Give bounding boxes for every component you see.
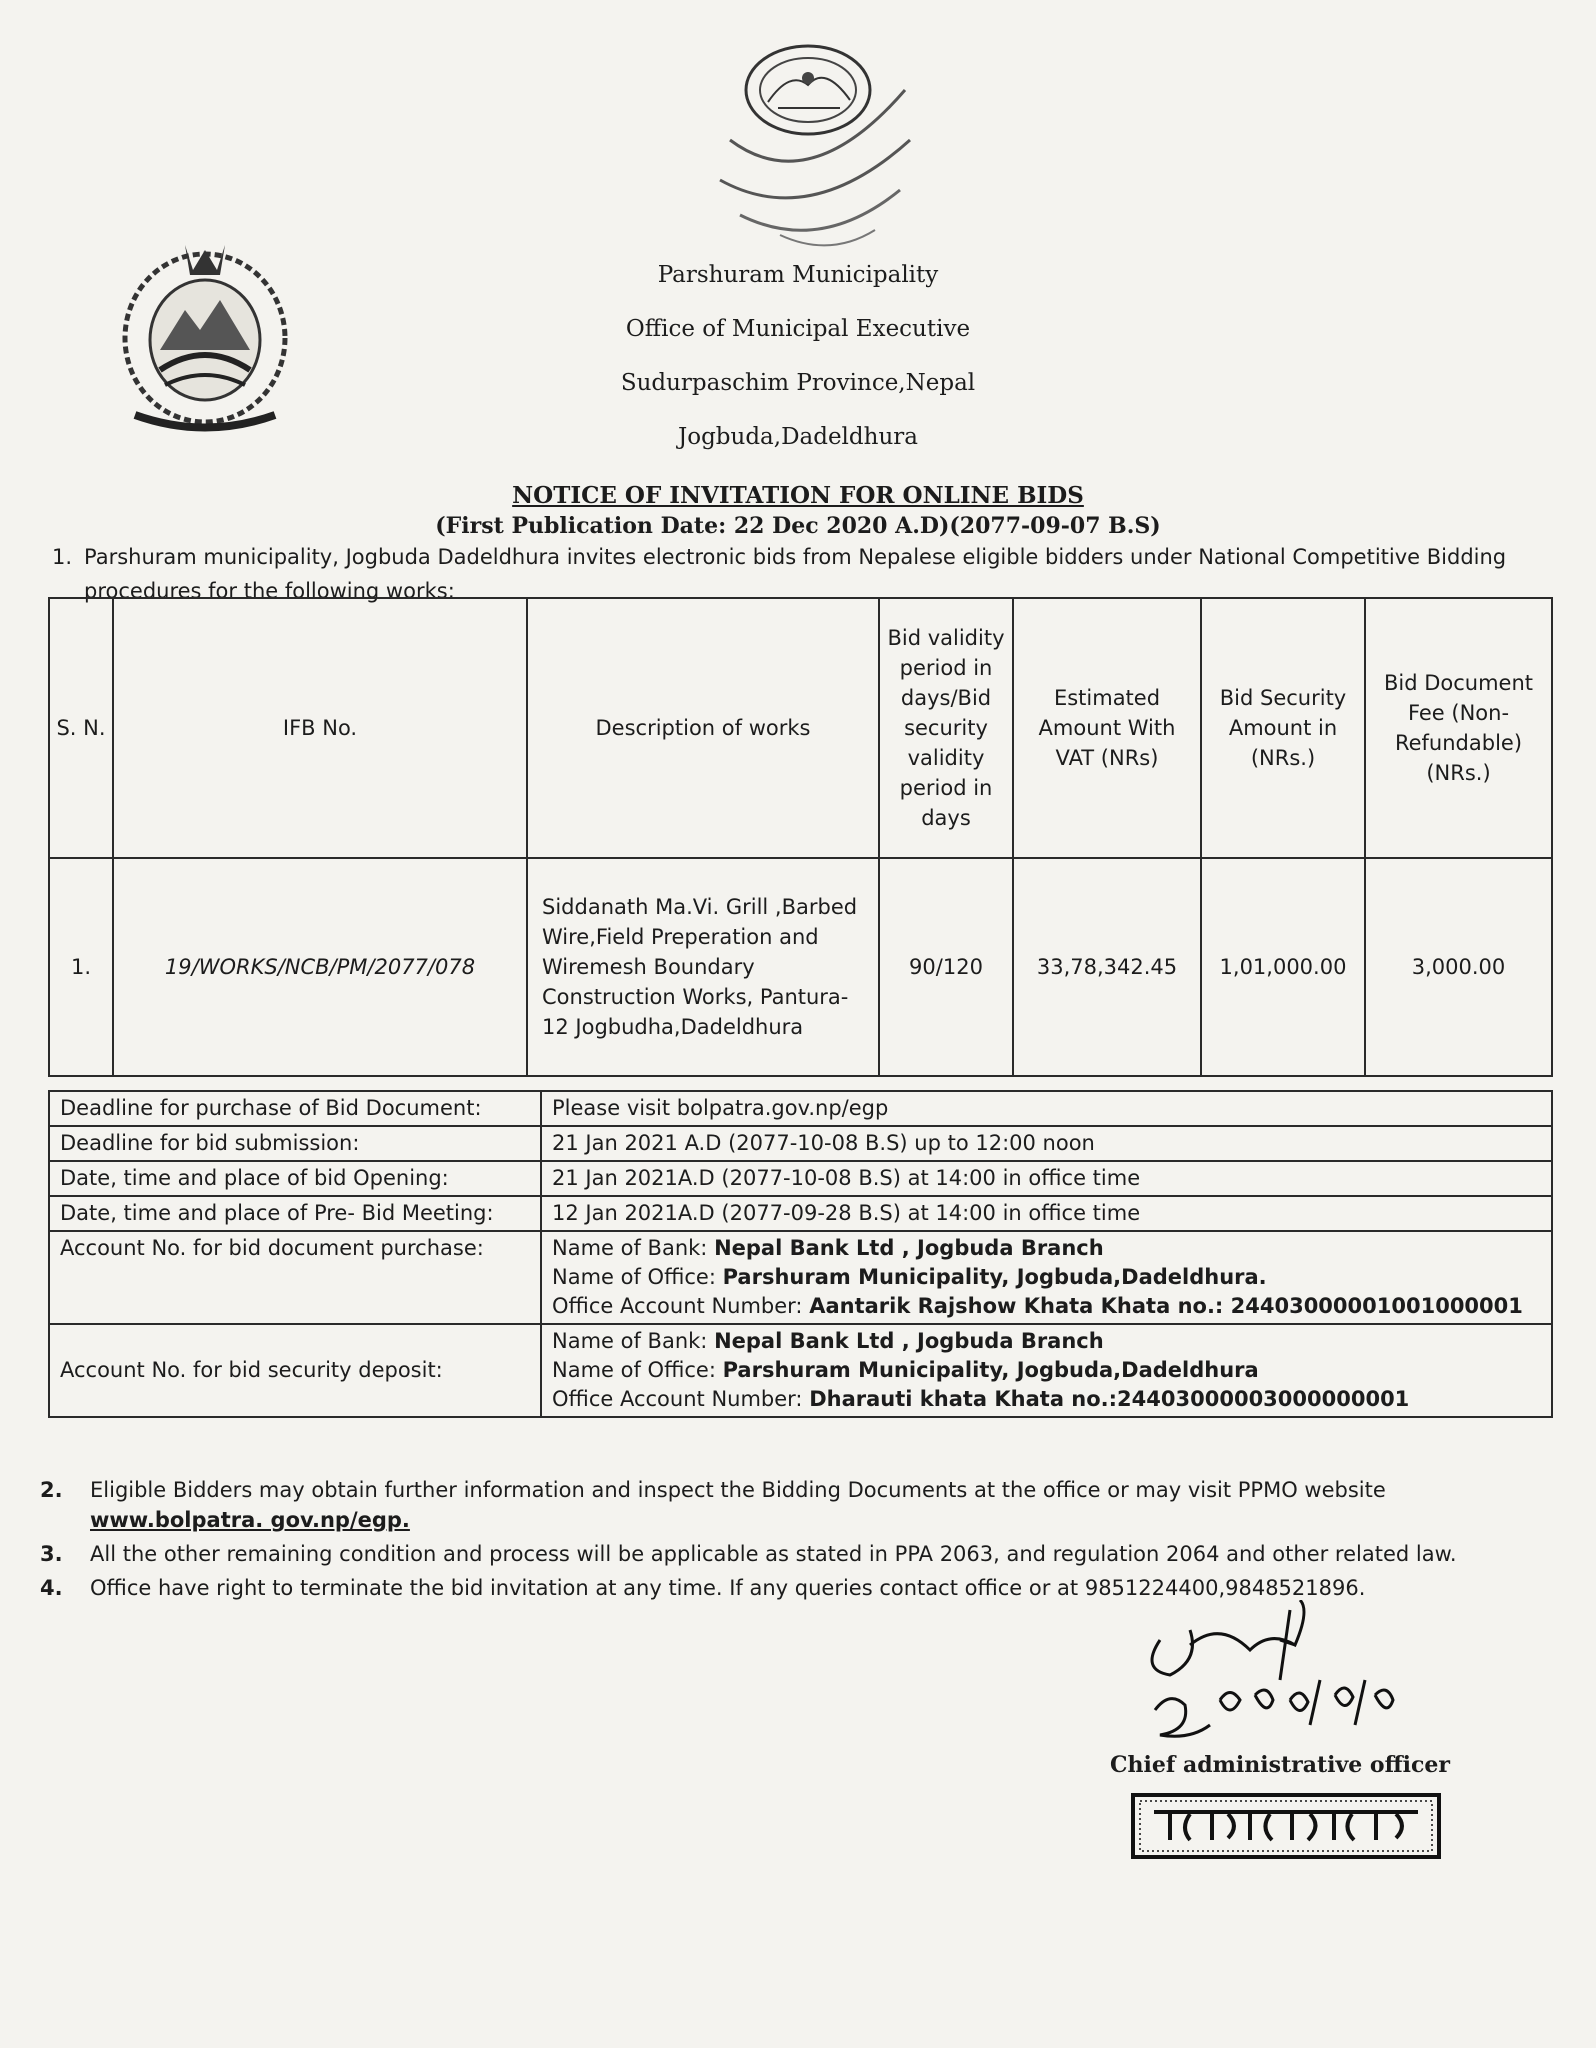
doc-account-value: Aantarik Rajshow Khata Khata no.: 24403000001001000001 [809,1294,1523,1318]
row-sn: 1. [49,858,113,1076]
note-3-text: All the other remaining condition and process will be applicable as stated in PPA 2063, and regulation 2064 and other related law. [90,1542,1457,1566]
submission-label: Deadline for bid submission: [49,1126,541,1161]
publication-date: (First Publication Date: 22 Dec 2020 A.D)(2077-09-07 B.S) [435,513,1161,539]
row-validity: 90/120 [879,858,1013,1076]
sec-bank-key: Name of Bank: [552,1329,708,1353]
note-2-text: Eligible Bidders may obtain further information and inspect the Bidding Documents at the office or may visit PPMO website [90,1478,1386,1502]
sec-account-value: Dharauti khata Khata no.:24403000003000000001 [809,1387,1410,1411]
officer-title: Chief administrative officer [1109,1752,1451,1778]
office-name: Office of Municipal Executive [625,316,971,342]
opening-label: Date, time and place of bid Opening: [49,1161,541,1196]
prebid-label: Date, time and place of Pre- Bid Meeting: [49,1196,541,1231]
bid-info-table [48,1090,1553,1418]
doc-account-label: Account No. for bid document purchase: [49,1231,541,1324]
table-row [49,858,1552,1076]
row-ifb: 19/WORKS/NCB/PM/2077/078 [113,858,527,1076]
bids-table [48,597,1553,1077]
purchase-label: Deadline for purchase of Bid Document: [49,1091,541,1126]
info-row-doc-account [49,1231,1552,1324]
note-4-text: Office have right to terminate the bid invitation at any time. If any queries contact office or at 9851224400,9848521896. [90,1576,1366,1600]
row-security: 1,01,000.00 [1201,858,1365,1076]
info-row-security-account [49,1324,1552,1417]
row-description: Siddanath Ma.Vi. Grill ,Barbed Wire,Field Preperation and Wiremesh Boundary Construction Works, Pantura-12 Jogbudha,Dadeldhura [527,858,879,1076]
info-row-submission [49,1126,1552,1161]
security-account-details [541,1324,1552,1417]
header-description: Description of works [527,598,879,858]
municipality-seal-icon [690,30,930,260]
note-4-number: 4. [40,1576,63,1600]
handwritten-signature-icon [1130,1600,1410,1750]
office-location: Jogbuda,Dadeldhura [678,424,918,450]
table-header-row [49,598,1552,858]
note-2-number: 2. [40,1478,63,1502]
row-estimate: 33,78,342.45 [1013,858,1201,1076]
official-stamp-icon [1130,1792,1442,1860]
intro-text: Parshuram municipality, Jogbuda Dadeldhura invites electronic bids from Nepalese eligible bidders under National Competitive Bidding procedures for the following works: [84,545,1507,603]
notes-list [40,1475,1560,1607]
province-name: Sudurpaschim Province,Nepal [620,370,976,396]
prebid-value: 12 Jan 2021A.D (2077-09-28 B.S) at 14:00 in office time [541,1196,1552,1231]
purchase-value: Please visit bolpatra.gov.np/egp [541,1091,1552,1126]
row-fee: 3,000.00 [1365,858,1552,1076]
doc-account-details [541,1231,1552,1324]
opening-value: 21 Jan 2021A.D (2077-10-08 B.S) at 14:00 in office time [541,1161,1552,1196]
note-3-number: 3. [40,1542,63,1566]
doc-account-key: Office Account Number: [552,1294,803,1318]
header-security: Bid Security Amount in (NRs.) [1201,598,1365,858]
note-2 [40,1475,1560,1535]
header-ifb: IFB No. [113,598,527,858]
doc-bank-key: Name of Bank: [552,1236,708,1260]
sec-office-key: Name of Office: [552,1358,716,1382]
intro-number: 1. [52,545,73,569]
note-4 [40,1573,1560,1603]
submission-value: 21 Jan 2021 A.D (2077-10-08 B.S) up to 12:00 noon [541,1126,1552,1161]
doc-office-value: Parshuram Municipality, Jogbuda,Dadeldhura. [722,1265,1267,1289]
sec-office-value: Parshuram Municipality, Jogbuda,Dadeldhura [722,1358,1259,1382]
header-validity: Bid validity period in days/Bid security validity period in days [879,598,1013,858]
sec-bank-value: Nepal Bank Ltd , Jogbuda Branch [714,1329,1104,1353]
ppmo-website-link[interactable]: www.bolpatra. gov.np/egp. [90,1508,410,1532]
info-row-prebid [49,1196,1552,1231]
security-account-label: Account No. for bid security deposit: [49,1324,541,1417]
info-row-purchase [49,1091,1552,1126]
doc-office-key: Name of Office: [552,1265,716,1289]
header-fee: Bid Document Fee (Non-Refundable) (NRs.) [1365,598,1552,858]
info-row-opening [49,1161,1552,1196]
header-sn: S. N. [49,598,113,858]
sec-account-key: Office Account Number: [552,1387,803,1411]
municipality-name: Parshuram Municipality [657,262,939,288]
notice-title: NOTICE OF INVITATION FOR ONLINE BIDS [512,482,1084,509]
doc-bank-value: Nepal Bank Ltd , Jogbuda Branch [714,1236,1104,1260]
note-3 [40,1539,1560,1569]
header-estimate: Estimated Amount With VAT (NRs) [1013,598,1201,858]
